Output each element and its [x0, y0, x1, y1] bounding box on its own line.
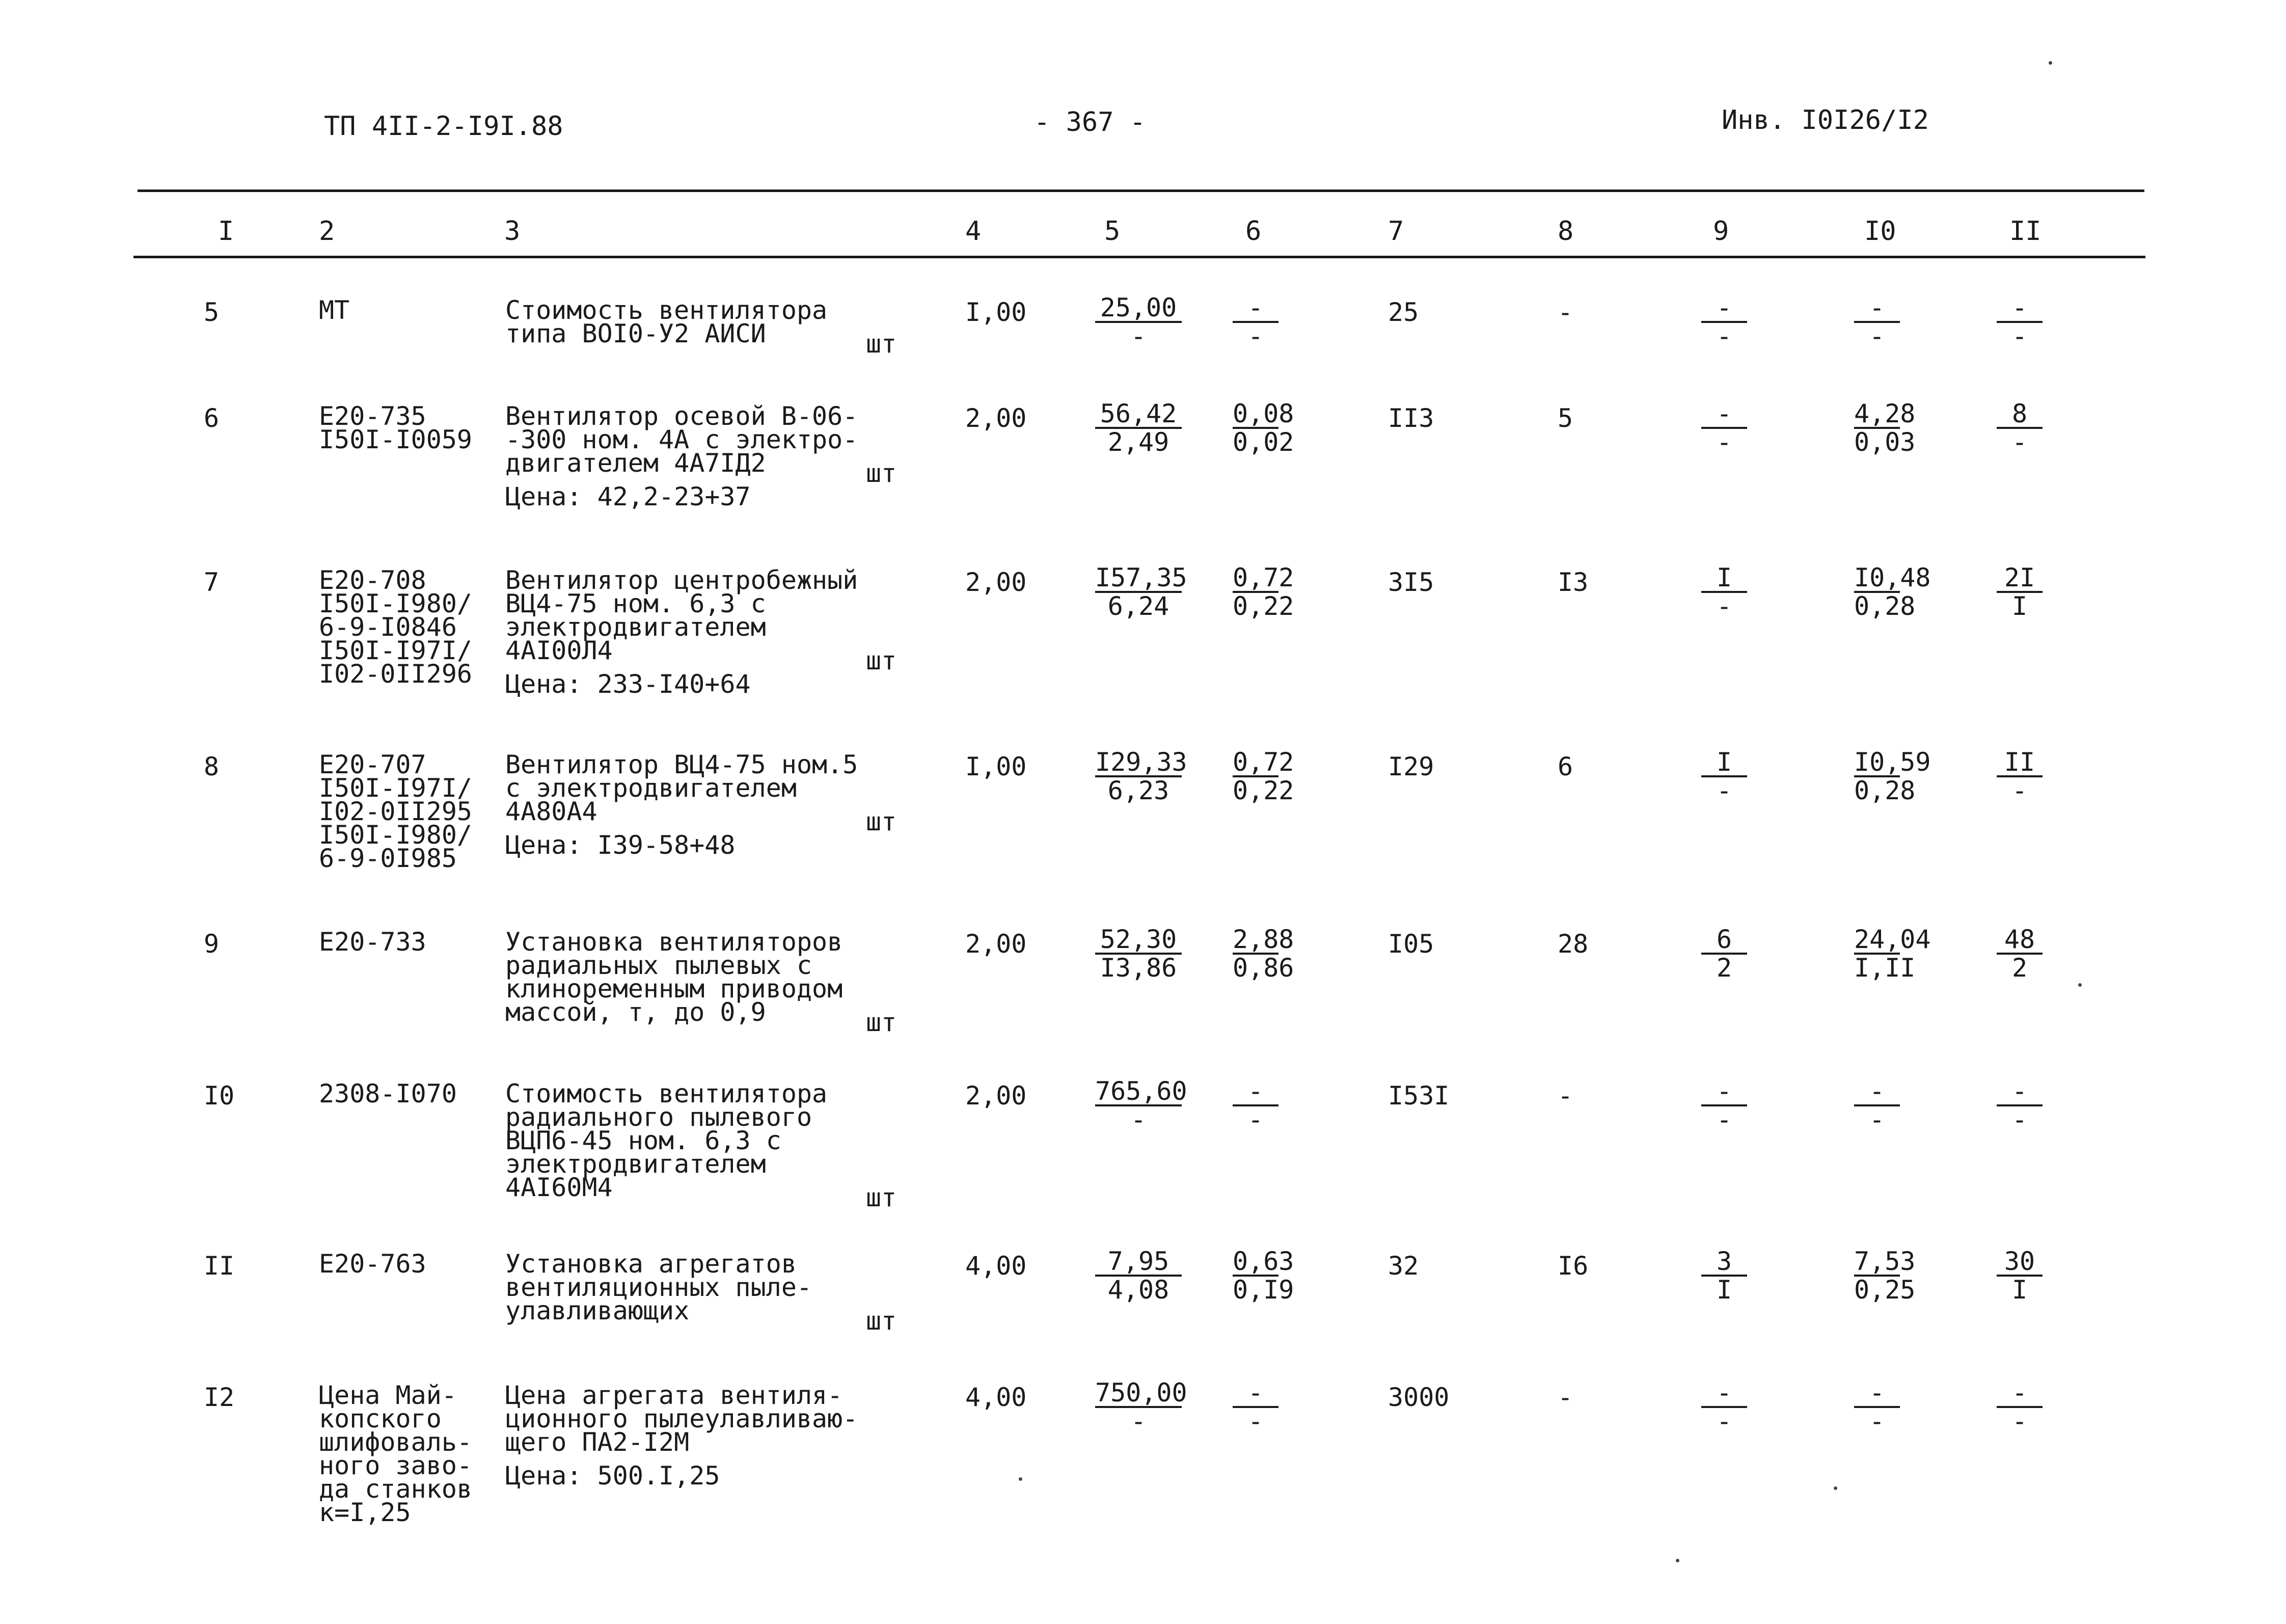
- quantity: 2,00: [965, 1081, 1027, 1111]
- document-code: ТП 4II-2-I9I.88: [324, 111, 563, 142]
- unit-label: шт: [866, 1306, 897, 1336]
- unit-label: шт: [866, 646, 897, 675]
- column-7-value: 25: [1388, 297, 1419, 327]
- row-number: 7: [204, 567, 220, 597]
- unit-label: шт: [866, 1183, 897, 1212]
- row-number: I0: [204, 1081, 235, 1111]
- column-6-value-numerator: -: [1247, 1076, 1264, 1106]
- column-8-value: 5: [1558, 403, 1573, 433]
- column-9-value: [1701, 749, 1747, 804]
- item-description: Цена агрегата вентиля- ционного пылеулавливаю- щего ПА2-I2М: [505, 1381, 858, 1457]
- column-9-value-denominator: -: [1701, 591, 1747, 619]
- quantity: I,00: [965, 752, 1027, 781]
- unit-label: шт: [866, 1008, 897, 1037]
- cost-per-unit: [1095, 400, 1182, 455]
- column-9-value-numerator: I: [1716, 747, 1732, 777]
- column-11-value-denominator: -: [1997, 321, 2043, 349]
- column-10-value-numerator: -: [1869, 293, 1885, 322]
- item-code: Е20-733: [319, 927, 426, 957]
- inventory-number: Инв. I0I26/I2: [1722, 105, 1929, 136]
- column-8-value: I6: [1558, 1251, 1589, 1281]
- column-10-value: [1854, 925, 1931, 983]
- column-10-value: [1854, 294, 1900, 349]
- column-10-value-denominator: I,II: [1854, 953, 1916, 983]
- column-9-value-numerator: -: [1716, 1076, 1732, 1106]
- cost-per-unit-numerator: I29,33: [1095, 747, 1187, 777]
- column-header: II: [2009, 216, 2042, 247]
- column-11-value-denominator: -: [1997, 427, 2043, 455]
- column-11-value-denominator: -: [1997, 1406, 2043, 1434]
- column-10-value: [1854, 1379, 1900, 1434]
- column-11-value-numerator: 30: [2004, 1247, 2035, 1276]
- row-number: II: [204, 1251, 235, 1281]
- column-6-value-numerator: 0,08: [1233, 399, 1294, 428]
- column-6-value-denominator: -: [1233, 321, 1278, 349]
- column-11-value-numerator: II: [2004, 747, 2035, 777]
- quantity: 2,00: [965, 403, 1027, 433]
- price-note: Цена: 233-I40+64: [505, 669, 751, 699]
- column-11-value-numerator: 8: [2011, 399, 2028, 428]
- column-10-value-numerator: 24,04: [1854, 925, 1931, 954]
- item-code: Е20-763: [319, 1249, 426, 1279]
- column-7-value: II3: [1388, 403, 1434, 433]
- column-10-value-denominator: 0,25: [1854, 1275, 1916, 1305]
- column-11-value-denominator: -: [1997, 775, 2043, 804]
- scan-speck: [1019, 1477, 1022, 1481]
- item-code: Е20-735 I50I-I0059: [319, 401, 473, 454]
- column-11-value: [1997, 564, 2043, 619]
- scan-speck: [2078, 983, 2082, 987]
- item-description: Вентилятор центробежный ВЦ4-75 ном. 6,3 с электродвигателем 4АI00Л4: [505, 565, 858, 665]
- column-11-value: [1997, 749, 2043, 804]
- column-9-value-numerator: -: [1716, 1378, 1732, 1408]
- column-11-value-numerator: 48: [2004, 925, 2035, 954]
- unit-label: шт: [866, 458, 897, 488]
- column-7-value: 3I5: [1388, 567, 1434, 597]
- column-9-value-numerator: 6: [1716, 925, 1732, 954]
- quantity: 2,00: [965, 567, 1027, 597]
- item-description: Установка агрегатов вентиляционных пыле- улавливающих: [505, 1249, 812, 1325]
- column-6-value-denominator: -: [1233, 1406, 1278, 1434]
- column-10-value-denominator: 0,28: [1854, 591, 1916, 621]
- price-note: Цена: I39-58+48: [505, 830, 736, 860]
- column-10-value-denominator: -: [1854, 1104, 1900, 1133]
- column-header: 4: [965, 216, 982, 247]
- column-header: I0: [1864, 216, 1896, 247]
- column-9-value-numerator: -: [1716, 399, 1732, 428]
- column-10-value-denominator: -: [1854, 321, 1900, 349]
- unit-label: шт: [866, 329, 897, 359]
- column-10-value-numerator: 7,53: [1854, 1247, 1916, 1276]
- column-9-value: [1701, 294, 1747, 349]
- item-description: Вентилятор ВЦ4-75 ном.5 с электродвигателем 4А80А4: [505, 750, 858, 826]
- column-11-value: [1997, 1248, 2043, 1303]
- column-7-value: I05: [1388, 929, 1434, 959]
- cost-per-unit: [1095, 1378, 1187, 1436]
- column-11-value: [1997, 926, 2043, 981]
- cost-per-unit-numerator: 52,30: [1100, 925, 1177, 954]
- column-9-value: [1701, 400, 1747, 455]
- item-code: Е20-707 I50I-I97I/ I02-0II295 I50I-I980/ 6-9-0I985: [319, 750, 473, 873]
- item-code: Цена Май- копского шлифоваль- ного заво- да станков к=I,25: [319, 1381, 473, 1527]
- column-10-value-numerator: I0,59: [1854, 747, 1931, 777]
- scan-speck: [1834, 1486, 1837, 1490]
- cost-per-unit-numerator: 25,00: [1100, 293, 1177, 322]
- column-7-value: I29: [1388, 752, 1434, 781]
- cost-per-unit: [1095, 1076, 1187, 1134]
- column-8-value: -: [1558, 297, 1573, 327]
- header-bottom-rule: [133, 256, 2145, 258]
- column-9-value-denominator: -: [1701, 321, 1747, 349]
- row-number: 5: [204, 297, 220, 327]
- quantity: I,00: [965, 297, 1027, 327]
- column-header: 7: [1388, 216, 1404, 247]
- column-9-value-numerator: I: [1716, 563, 1732, 592]
- cost-per-unit-denominator: I3,86: [1095, 953, 1182, 981]
- quantity: 4,00: [965, 1251, 1027, 1281]
- column-11-value-numerator: 2I: [2004, 563, 2035, 592]
- column-8-value: 6: [1558, 752, 1573, 781]
- column-6-value: [1233, 563, 1294, 621]
- column-10-value: [1854, 1247, 1916, 1305]
- column-10-value-denominator: -: [1854, 1406, 1900, 1434]
- scan-speck: [2049, 61, 2052, 65]
- cost-per-unit-numerator: 7,95: [1107, 1247, 1169, 1276]
- column-7-value: 3000: [1388, 1383, 1450, 1412]
- column-11-value-denominator: I: [1997, 1275, 2043, 1303]
- column-6-value: [1233, 1379, 1278, 1434]
- column-6-value-denominator: -: [1233, 1104, 1278, 1133]
- item-code: 2308-I070: [319, 1079, 457, 1108]
- column-6-value-numerator: -: [1247, 293, 1264, 322]
- column-9-value: [1701, 926, 1747, 981]
- column-header: 9: [1713, 216, 1729, 247]
- column-9-value-denominator: 2: [1701, 953, 1747, 981]
- item-description: Вентилятор осевой В-06- -300 ном. 4А с электро- двигателем 4А7IД2: [505, 401, 858, 478]
- quantity: 4,00: [965, 1383, 1027, 1412]
- scan-speck: [1676, 1559, 1679, 1562]
- cost-per-unit-numerator: 750,00: [1095, 1378, 1187, 1408]
- price-note: Цена: 500.I,25: [505, 1461, 720, 1491]
- item-code: МТ: [319, 295, 350, 325]
- cost-per-unit: [1095, 747, 1187, 805]
- column-9-value: [1701, 564, 1747, 619]
- cost-per-unit-denominator: 6,23: [1095, 775, 1182, 804]
- cost-per-unit-denominator: -: [1095, 321, 1182, 349]
- row-number: 6: [204, 403, 220, 433]
- cost-per-unit-denominator: 2,49: [1095, 427, 1182, 455]
- column-11-value: [1997, 400, 2043, 455]
- column-8-value: -: [1558, 1383, 1573, 1412]
- column-6-value-numerator: 0,63: [1233, 1247, 1294, 1276]
- column-header: 3: [504, 216, 521, 247]
- column-6-value-numerator: 0,72: [1233, 563, 1294, 592]
- column-11-value-numerator: -: [2011, 293, 2028, 322]
- column-11-value: [1997, 1379, 2043, 1434]
- cost-per-unit-denominator: 4,08: [1095, 1275, 1182, 1303]
- column-10-value-numerator: I0,48: [1854, 563, 1931, 592]
- column-7-value: 32: [1388, 1251, 1419, 1281]
- item-description: Установка вентиляторов радиальных пылевых с клиноременным приводом массой, т, до 0,9: [505, 927, 843, 1027]
- column-8-value: 28: [1558, 929, 1589, 959]
- item-description: Стоимость вентилятора типа ВОI0-У2 АИСИ: [505, 295, 828, 348]
- page-number: - 367 -: [1034, 107, 1146, 138]
- quantity: 2,00: [965, 929, 1027, 959]
- column-9-value-denominator: I: [1701, 1275, 1747, 1303]
- cost-per-unit-denominator: -: [1095, 1104, 1182, 1133]
- row-number: I2: [204, 1383, 235, 1412]
- cost-per-unit: [1095, 926, 1182, 981]
- cost-per-unit: [1095, 563, 1187, 621]
- table-top-rule: [138, 190, 2144, 192]
- column-6-value: [1233, 1078, 1278, 1133]
- column-header: 2: [319, 216, 335, 247]
- column-11-value-denominator: I: [1997, 591, 2043, 619]
- cost-per-unit: [1095, 294, 1182, 349]
- column-9-value-denominator: -: [1701, 775, 1747, 804]
- column-6-value: [1233, 747, 1294, 805]
- cost-per-unit-denominator: -: [1095, 1406, 1182, 1434]
- column-10-value-denominator: 0,28: [1854, 776, 1916, 805]
- column-header: 8: [1558, 216, 1574, 247]
- column-6-value-denominator: 0,02: [1233, 427, 1294, 457]
- column-10-value-numerator: 4,28: [1854, 399, 1916, 428]
- column-10-value: [1854, 1078, 1900, 1133]
- row-number: 9: [204, 929, 220, 959]
- cost-per-unit-numerator: 765,60: [1095, 1076, 1187, 1106]
- column-10-value-numerator: -: [1869, 1378, 1885, 1408]
- column-10-value-numerator: -: [1869, 1076, 1885, 1106]
- column-8-value: -: [1558, 1081, 1573, 1111]
- cost-per-unit: [1095, 1248, 1182, 1303]
- column-header: 5: [1104, 216, 1121, 247]
- column-9-value: [1701, 1078, 1747, 1133]
- column-6-value-denominator: 0,86: [1233, 953, 1294, 983]
- column-header: 6: [1245, 216, 1262, 247]
- column-6-value-numerator: 2,88: [1233, 925, 1294, 954]
- column-6-value: [1233, 294, 1278, 349]
- column-9-value: [1701, 1248, 1747, 1303]
- unit-label: шт: [866, 807, 897, 836]
- item-code: Е20-708 I50I-I980/ 6-9-I0846 I50I-I97I/ I02-0II296: [319, 565, 473, 689]
- column-11-value-denominator: -: [1997, 1104, 2043, 1133]
- column-7-value: I53I: [1388, 1081, 1450, 1111]
- column-10-value-denominator: 0,03: [1854, 427, 1916, 457]
- cost-per-unit-numerator: I57,35: [1095, 563, 1187, 592]
- column-10-value: [1854, 747, 1931, 805]
- column-11-value: [1997, 294, 2043, 349]
- column-9-value-denominator: -: [1701, 427, 1747, 455]
- column-8-value: I3: [1558, 567, 1589, 597]
- column-11-value: [1997, 1078, 2043, 1133]
- column-9-value: [1701, 1379, 1747, 1434]
- column-9-value-denominator: -: [1701, 1104, 1747, 1133]
- column-6-value-numerator: 0,72: [1233, 747, 1294, 777]
- item-description: Стоимость вентилятора радиального пылевого ВЦП6-45 ном. 6,3 с электродвигателем 4АI60М4: [505, 1079, 828, 1202]
- column-6-value: [1233, 925, 1294, 983]
- cost-per-unit-numerator: 56,42: [1100, 399, 1177, 428]
- column-6-value-denominator: 0,22: [1233, 591, 1294, 621]
- column-11-value-denominator: 2: [1997, 953, 2043, 981]
- column-10-value: [1854, 399, 1916, 457]
- column-6-value-denominator: 0,I9: [1233, 1275, 1294, 1305]
- column-6-value-denominator: 0,22: [1233, 776, 1294, 805]
- cost-per-unit-denominator: 6,24: [1095, 591, 1182, 619]
- column-9-value-denominator: -: [1701, 1406, 1747, 1434]
- column-9-value-numerator: -: [1716, 293, 1732, 322]
- column-11-value-numerator: -: [2011, 1378, 2028, 1408]
- column-header: I: [218, 216, 234, 247]
- column-6-value-numerator: -: [1247, 1378, 1264, 1408]
- column-10-value: [1854, 563, 1931, 621]
- column-6-value: [1233, 1247, 1294, 1305]
- column-11-value-numerator: -: [2011, 1076, 2028, 1106]
- price-note: Цена: 42,2-23+37: [505, 482, 751, 511]
- row-number: 8: [204, 752, 220, 781]
- column-9-value-numerator: 3: [1716, 1247, 1732, 1276]
- column-6-value: [1233, 399, 1294, 457]
